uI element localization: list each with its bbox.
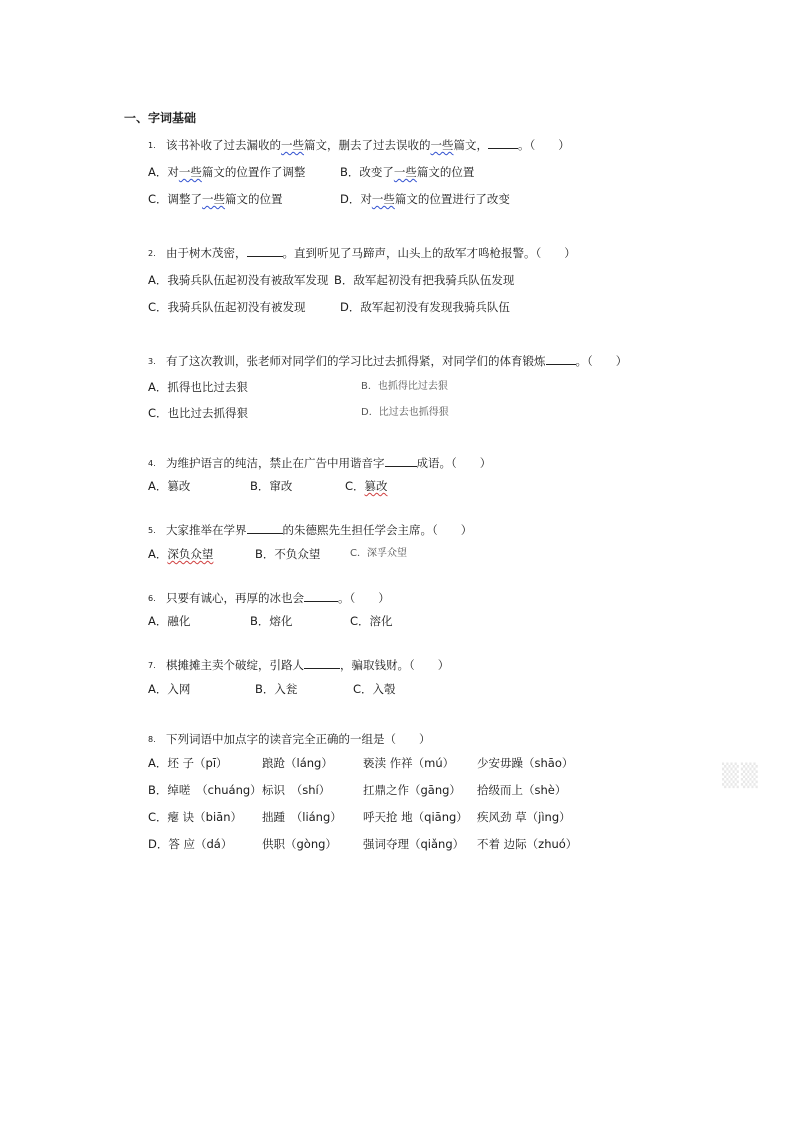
question-number: 1. bbox=[148, 141, 156, 150]
question-7-option-a: A．入网 bbox=[148, 682, 191, 696]
question-1-option-a: A．对一些篇文的位置作了调整 bbox=[148, 165, 306, 179]
question-4-stem: 4. 为维护语言的纯洁，禁止在广告中用谐音字 成语。（ ） bbox=[148, 456, 492, 470]
question-7-option-b: B．入瓮 bbox=[255, 682, 298, 696]
question-8-row-a-col-1: A．坯 子（pī） bbox=[148, 756, 228, 770]
question-6-stem: 6. 只要有诚心，再厚的冰也会 。（ ） bbox=[148, 591, 390, 605]
answer-blank bbox=[304, 657, 340, 669]
answer-blank bbox=[304, 590, 338, 602]
question-3-option-a: A．抓得也比过去狠 bbox=[148, 380, 248, 394]
question-2-option-a: A．我骑兵队伍起初没有被敌军发现 bbox=[148, 273, 329, 287]
question-2-stem: 2. 由于树木茂密， 。直到听见了马蹄声，山头上的敌军才鸣枪报警。（ ） bbox=[148, 246, 576, 260]
watermark-logo: ▒▒ bbox=[722, 764, 760, 789]
question-6-option-c: C．溶化 bbox=[350, 614, 393, 628]
question-7-option-c: C．入彀 bbox=[353, 682, 396, 696]
question-5-option-a: A．深负众望 bbox=[148, 547, 214, 561]
question-8-row-b-col-3: 扛鼎之作（gāng） bbox=[363, 783, 461, 797]
question-2-option-d: D．敌军起初没有发现我骑兵队伍 bbox=[340, 300, 510, 314]
answer-blank bbox=[546, 353, 576, 365]
question-number: 4. bbox=[148, 459, 156, 468]
question-3-option-c: C．也比过去抓得狠 bbox=[148, 406, 249, 420]
question-1-stem: 1. 该书补收了过去漏收的一些篇文，删去了过去误收的一些篇文， 。（ ） bbox=[148, 138, 570, 152]
question-8-row-d-col-4: 不着 边际（zhuó） bbox=[477, 837, 578, 851]
answer-blank bbox=[247, 522, 283, 534]
question-8-row-b-col-4: 拾级而上（shè） bbox=[477, 783, 567, 797]
question-2-option-b: B．敌军起初没有把我骑兵队伍发现 bbox=[334, 273, 515, 287]
question-4-option-c: C．篡改 bbox=[345, 479, 388, 493]
question-8-row-c-col-4: 疾风劲 草（jìng） bbox=[477, 810, 571, 824]
answer-blank bbox=[488, 137, 518, 149]
question-4-option-a: A．篡改 bbox=[148, 479, 191, 493]
question-3-stem: 3. 有了这次教训，张老师对同学们的学习比过去抓得紧，对同学们的体育锻炼 。（ ） bbox=[148, 354, 628, 368]
question-5-option-c: C．深孚众望 bbox=[350, 548, 407, 559]
question-number: 2. bbox=[148, 249, 156, 258]
question-8-row-b-col-1: B．绰嗟 （chuáng） bbox=[148, 783, 262, 797]
question-6-option-a: A．融化 bbox=[148, 614, 191, 628]
question-8-row-c-col-1: C．瘪 诀（biān） bbox=[148, 810, 243, 824]
question-4-option-b: B．窜改 bbox=[250, 479, 293, 493]
question-8-row-c-col-2: 拙踵 （liáng） bbox=[262, 810, 342, 824]
question-number: 6. bbox=[148, 594, 156, 603]
question-number: 7. bbox=[148, 661, 156, 670]
question-8-row-d-col-1: D．答 应（dá） bbox=[148, 837, 233, 851]
question-7-stem: 7. 棋摊摊主卖个破绽，引路人 ，骗取钱财。（ ） bbox=[148, 658, 450, 672]
section-title: 一、字词基础 bbox=[124, 111, 197, 125]
question-1-option-b: B．改变了一些篇文的位置 bbox=[340, 165, 475, 179]
answer-blank bbox=[247, 245, 283, 257]
question-number: 3. bbox=[148, 357, 156, 366]
question-3-option-b: B．也抓得比过去狠 bbox=[361, 381, 448, 392]
question-1-option-c: C．调整了一些篇文的位置 bbox=[148, 192, 283, 206]
answer-blank bbox=[385, 455, 417, 467]
question-1-option-d: D．对一些篇文的位置进行了改变 bbox=[340, 192, 510, 206]
question-8-row-d-col-2: 供职（gòng） bbox=[262, 837, 337, 851]
question-5-option-b: B．不负众望 bbox=[255, 547, 321, 561]
question-number: 8. bbox=[148, 735, 156, 744]
question-8-row-a-col-2: 踉跄（láng） bbox=[262, 756, 333, 770]
question-3-option-d: D．比过去也抓得狠 bbox=[361, 407, 449, 418]
question-5-stem: 5. 大家推举在学界 的朱德熙先生担任学会主席。（ ） bbox=[148, 523, 473, 537]
question-8-row-b-col-2: 标识 （shí） bbox=[262, 783, 331, 797]
question-6-option-b: B．熔化 bbox=[250, 614, 293, 628]
question-8-row-c-col-3: 呼天抢 地（qiāng） bbox=[363, 810, 468, 824]
question-8-row-a-col-4: 少安毋躁（shāo） bbox=[477, 756, 574, 770]
question-2-option-c: C．我骑兵队伍起初没有被发现 bbox=[148, 300, 306, 314]
question-8-row-d-col-3: 强词夺理（qiǎng） bbox=[363, 837, 465, 851]
question-8-row-a-col-3: 亵渎 作祥（mú） bbox=[363, 756, 455, 770]
question-8-stem: 8. 下列词语中加点字的读音完全正确的一组是（ ） bbox=[148, 732, 431, 746]
question-number: 5. bbox=[148, 526, 156, 535]
